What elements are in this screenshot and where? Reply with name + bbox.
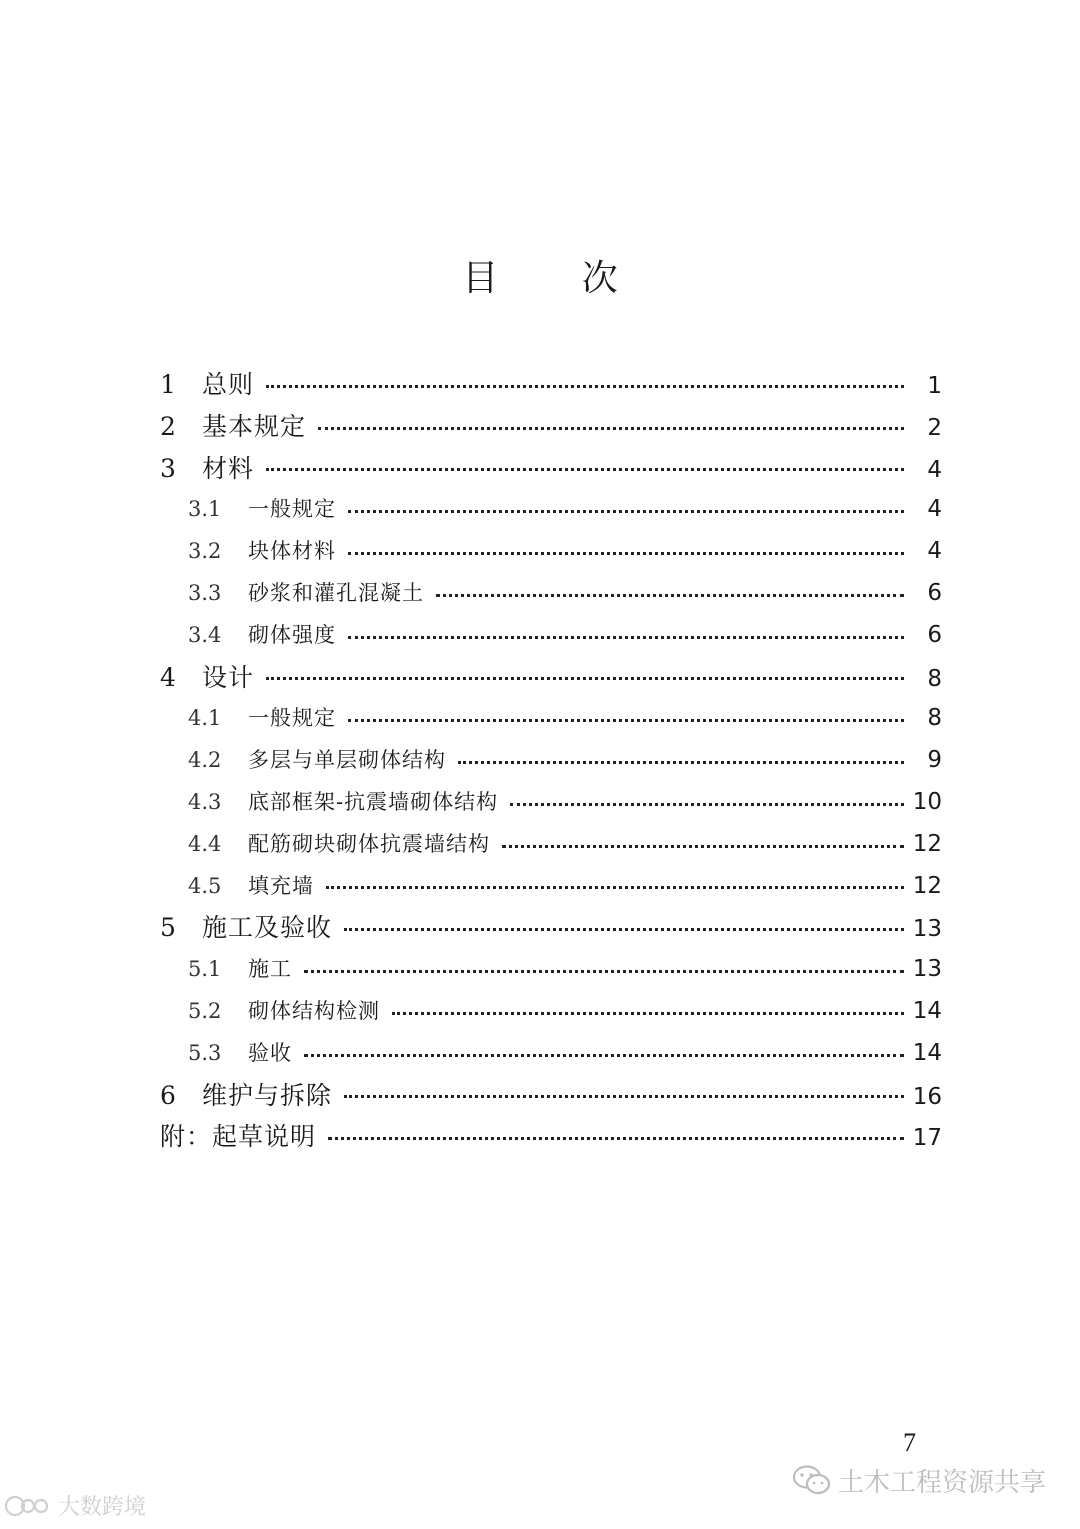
toc-entry-page: 16	[912, 1083, 942, 1110]
toc-entry	[160, 824, 942, 866]
toc-entry-number: 1	[160, 370, 176, 399]
toc-entry-label: 块体材料	[248, 539, 336, 564]
toc-entry-page: 14	[912, 997, 942, 1024]
toc-entry-label: 配筋砌块砌体抗震墙结构	[248, 831, 490, 856]
toc-entry	[160, 615, 942, 657]
toc-entry	[160, 866, 942, 908]
toc-entry-number: 3.1	[188, 497, 222, 522]
toc-entry-number: 4.5	[188, 873, 222, 898]
toc-entry-label: 填充墙	[248, 873, 314, 898]
toc-entry-page: 14	[912, 1039, 942, 1066]
toc-entry-number: 3	[160, 453, 176, 483]
title-char-1: 目	[462, 258, 499, 299]
toc-entry-page: 9	[927, 747, 942, 774]
toc-entry-number: 5.1	[188, 957, 222, 982]
toc-dot-leader	[344, 927, 904, 931]
toc-entry-page: 6	[927, 621, 942, 648]
toc-entry-label: 底部框架-抗震墙砌体结构	[248, 789, 499, 814]
toc-entry-label: 验收	[248, 1040, 292, 1065]
toc-entry-label: 施工及验收	[202, 913, 333, 943]
toc-entry-label: 维护与拆除	[202, 1080, 333, 1110]
toc-entry-label: 施工	[248, 957, 292, 982]
toc-entry-label: 基本规定	[202, 411, 307, 441]
toc-entry	[160, 740, 942, 782]
toc-dot-leader	[348, 509, 904, 513]
toc-entry-number: 5	[160, 913, 176, 943]
toc-entry	[160, 1033, 942, 1075]
watermark-right	[792, 1462, 1046, 1499]
toc-entry-number: 4.1	[188, 706, 222, 731]
toc-entry-number: 2	[160, 411, 176, 441]
toc-entry-number: 4	[160, 662, 176, 692]
toc-entry-label: 砂浆和灌孔混凝土	[248, 580, 424, 605]
toc-entry-page: 6	[927, 579, 942, 606]
toc-entry-page: 12	[912, 830, 942, 857]
watermark-left	[2, 1490, 146, 1521]
toc-entry-label: 砌体结构检测	[248, 998, 380, 1023]
toc-entry-page: 1	[927, 373, 942, 399]
toc-entry-page: 4	[927, 456, 942, 483]
wechat-icon	[792, 1464, 832, 1498]
toc-entry-label: 附：起草说明	[160, 1122, 317, 1152]
toc-entry-number: 3.2	[188, 539, 222, 564]
toc-dot-leader	[458, 760, 904, 764]
toc-dot-leader	[502, 844, 904, 848]
toc-entry-page: 4	[927, 538, 942, 565]
watermark-right-text: 土木工程资源共享	[837, 1468, 1046, 1498]
toc-entry-number: 3.3	[188, 580, 222, 605]
toc-dot-leader	[344, 1094, 904, 1098]
toc-entry-page: 13	[912, 956, 942, 983]
toc-entry-page: 2	[927, 414, 942, 441]
toc-entry-number: 5.3	[188, 1040, 222, 1065]
watermark-left-text: 大数跨境	[58, 1495, 147, 1520]
logo-icon	[2, 1493, 54, 1519]
toc-dot-leader	[326, 885, 904, 889]
toc-dot-leader	[266, 384, 904, 388]
toc-dot-leader	[328, 1136, 904, 1140]
toc-entry	[160, 364, 942, 406]
toc-entry-number: 3.4	[188, 622, 222, 647]
toc-dot-leader	[348, 551, 904, 555]
toc-entry-number: 4.3	[188, 789, 222, 814]
toc-entry-label: 设计	[202, 662, 255, 692]
toc-dot-leader	[510, 802, 904, 806]
toc-entry-label: 总则	[202, 370, 255, 399]
toc-entry-page: 12	[912, 872, 942, 899]
page-title	[0, 250, 1080, 301]
toc-entry	[160, 991, 942, 1033]
toc-entry-number: 4.4	[188, 831, 222, 856]
toc-entry	[160, 907, 942, 949]
toc-entry	[160, 573, 942, 615]
toc-entry-number: 6	[160, 1080, 176, 1110]
title-char-2: 次	[581, 258, 618, 299]
toc-entry-label: 一般规定	[248, 706, 336, 731]
toc-entry	[160, 406, 942, 448]
toc-entry-page: 4	[927, 496, 942, 523]
toc-entry-label: 砌体强度	[248, 622, 336, 647]
toc-entry-page: 8	[927, 705, 942, 732]
table-of-contents	[160, 364, 942, 1158]
toc-entry-label: 多层与单层砌体结构	[248, 748, 446, 773]
toc-entry	[160, 448, 942, 490]
toc-dot-leader	[304, 1053, 904, 1057]
toc-entry-page: 10	[912, 788, 942, 815]
toc-entry-label: 一般规定	[248, 497, 336, 522]
toc-entry	[160, 782, 942, 824]
toc-entry-page: 17	[912, 1125, 942, 1152]
toc-entry-page: 8	[927, 665, 942, 692]
toc-entry	[160, 1075, 942, 1117]
toc-dot-leader	[304, 969, 904, 973]
toc-entry-page: 13	[912, 916, 942, 943]
toc-entry	[160, 489, 942, 531]
toc-entry	[160, 1116, 942, 1158]
toc-entry	[160, 531, 942, 573]
toc-entry-number: 4.2	[188, 748, 222, 773]
toc-dot-leader	[348, 718, 904, 722]
page-number: 7	[903, 1428, 916, 1457]
toc-entry-label: 材料	[202, 453, 255, 483]
toc-dot-leader	[266, 676, 904, 680]
toc-dot-leader	[266, 467, 904, 471]
toc-entry	[160, 698, 942, 740]
toc-entry	[160, 949, 942, 991]
toc-dot-leader	[348, 635, 904, 639]
toc-dot-leader	[318, 426, 904, 430]
toc-dot-leader	[436, 593, 904, 597]
toc-dot-leader	[392, 1011, 904, 1015]
toc-entry-number: 5.2	[188, 998, 222, 1023]
toc-entry	[160, 657, 942, 699]
